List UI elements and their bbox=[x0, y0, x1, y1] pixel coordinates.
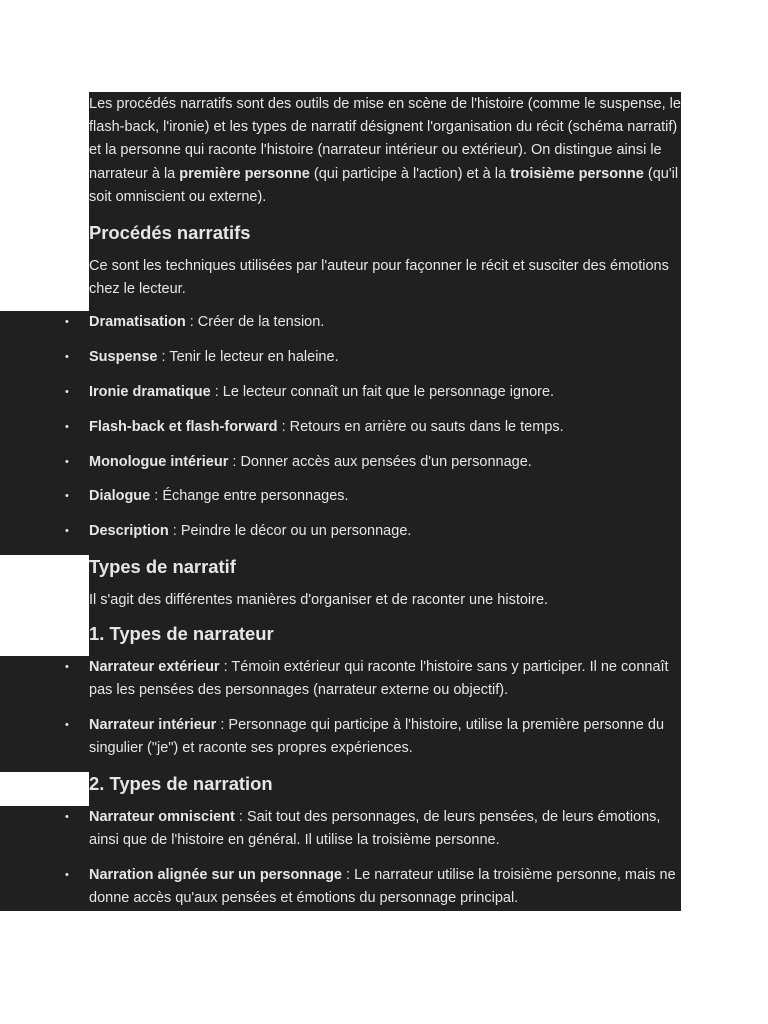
types-heading-block bbox=[89, 555, 681, 589]
list-item-desc: : Donner accès aux pensées d'un personnage. bbox=[228, 453, 532, 470]
narrateur-heading: 1. Types de narrateur bbox=[89, 623, 274, 645]
list-item-desc: : Échange entre personnages. bbox=[150, 488, 349, 505]
document-body bbox=[89, 92, 681, 911]
list-item-desc: : Le lecteur connaît un fait que le personnage ignore. bbox=[210, 384, 555, 401]
list-item bbox=[89, 806, 681, 864]
narration-list-block bbox=[0, 806, 681, 910]
list-item-desc: : Retours en arrière ou sauts dans le temps. bbox=[277, 418, 564, 435]
list-item-desc: : Personnage qui participe à l'histoire, utilise la première personne du singulier ("je") et raconte ses propres expériences. bbox=[89, 717, 665, 757]
narration-heading-block bbox=[89, 772, 681, 806]
narrateur-list bbox=[89, 656, 681, 772]
list-item-term: Monologue intérieur bbox=[89, 453, 229, 470]
narration-list bbox=[89, 806, 681, 910]
types-paragraph: Il s'agit des différentes manières d'organiser et de raconter une histoire. bbox=[89, 589, 681, 622]
list-item bbox=[89, 656, 681, 714]
list-item-desc: : Sait tout des personnages, de leurs pensées, de leurs émotions, ainsi que de l'histoire en général. Il utilise la troisième personne. bbox=[89, 809, 661, 849]
list-item-term: Dramatisation bbox=[89, 314, 186, 331]
list-item bbox=[89, 520, 681, 555]
list-item-term: Description bbox=[89, 523, 169, 540]
list-item-desc: : Peindre le décor ou un personnage. bbox=[168, 523, 412, 540]
list-item bbox=[89, 864, 681, 910]
list-item-term: Narrateur extérieur bbox=[89, 659, 220, 676]
intro-paragraph bbox=[89, 92, 681, 221]
list-item bbox=[89, 311, 681, 346]
narrateur-list-block bbox=[0, 656, 681, 772]
list-item-desc: : Témoin extérieur qui raconte l'histoire sans y participer. Il ne connaît pas les pensées des personnages (narrateur externe ou objectif). bbox=[89, 659, 669, 699]
procedes-heading-block bbox=[89, 221, 681, 255]
intro-text-1: Les procédés narratifs sont des outils de mise en scène de l'histoire (comme le suspense, le flash-back, l'ironie) et les types de narratif désignent l'organisation du récit (schéma narratif) et la personne qui raconte l'histoire (narrateur intérieur ou extérieur). bbox=[89, 96, 681, 159]
list-item bbox=[89, 451, 681, 486]
procedes-list-block bbox=[0, 311, 681, 555]
list-item bbox=[89, 714, 681, 772]
list-item-term: Dialogue bbox=[89, 488, 151, 505]
list-item-desc: : Créer de la tension. bbox=[185, 314, 325, 331]
procedes-list bbox=[89, 311, 681, 555]
list-item bbox=[89, 416, 681, 451]
types-heading: Types de narratif bbox=[89, 556, 236, 577]
narrateur-heading-block bbox=[89, 622, 681, 656]
list-item-desc: : Tenir le lecteur en haleine. bbox=[157, 349, 339, 366]
intro-text-2e: (qu'il soit omniscient ou externe). bbox=[89, 165, 679, 205]
narration-heading: 2. Types de narration bbox=[89, 773, 273, 795]
procedes-heading: Procédés narratifs bbox=[89, 222, 251, 244]
list-item bbox=[89, 485, 681, 520]
intro-text-2a: On distingue ainsi le narrateur à la bbox=[89, 142, 662, 182]
intro-bold-premiere: première personne bbox=[179, 165, 310, 182]
intro-text-2c: (qui participe à l'action) et à la bbox=[309, 165, 511, 182]
list-item-term: Ironie dramatique bbox=[89, 384, 211, 401]
list-item-term: Narrateur omniscient bbox=[89, 809, 235, 826]
list-item-desc: : Le narrateur utilise la troisième personne, mais ne donne accès qu'aux pensées et émotions du personnage principal. bbox=[89, 867, 676, 907]
list-item-term: Flash-back et flash-forward bbox=[89, 418, 278, 435]
list-item bbox=[89, 381, 681, 416]
list-item-term: Narration alignée sur un personnage bbox=[89, 867, 342, 884]
intro-bold-troisieme: troisième personne bbox=[510, 165, 644, 182]
list-item-term: Narrateur intérieur bbox=[89, 717, 217, 734]
procedes-paragraph: Ce sont les techniques utilisées par l'auteur pour façonner le récit et susciter des émotions chez le lecteur. bbox=[89, 255, 681, 311]
list-item-term: Suspense bbox=[89, 349, 158, 366]
list-item bbox=[89, 346, 681, 381]
